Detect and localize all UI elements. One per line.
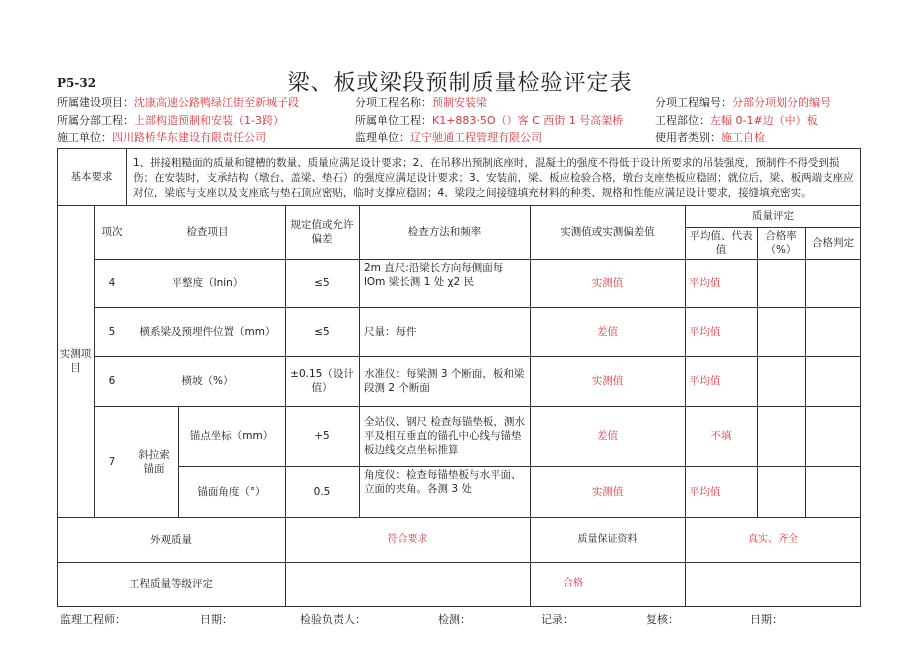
row-7a-spec: +5 [314,430,330,442]
header-item: 检查项目 [186,226,229,238]
row-7b-avg: 平均值 [689,485,721,498]
footer-recorder: 记录： [541,613,574,626]
docs-label: 质量保证资料 [577,533,638,545]
row-5-measured: 差值 [597,325,618,338]
footer-supervisor: 监理工程师： [60,613,126,626]
row-7a-item: 锚点坐标（mm） [189,430,274,442]
row-5-spec: ≤5 [314,325,330,338]
appearance-value: 符合要求 [387,533,428,545]
form-code: P5-32 [57,76,97,90]
info-location: 工程部位：左幅 0-1#边（中）板 [655,114,818,127]
basic-requirements-text: 1、拼接粗糙面的质量和键槽的数量、质量应满足设计要求；2、在吊移出预制底座时，混凝土的强度不得低于设计所要求的吊装强度，预制件不得受到损伤；在安装时，支承结构（墩台、盖梁、垫石）的强度应满足设计要求；3、安装前，梁、板应检验合格，墩台支座垫板应稳固；就位后，梁、板两端支座应对位，梁底与支座以及支座底与垫石顶应密贴，临时支撑应稳固；4、梁段之间接缝填充材料的种类、规格和性能应满足设计要求，接缝填充密实。 [133,157,854,199]
row-4-spec: ≤5 [314,277,330,289]
grade-value: 合格 [563,578,583,589]
row-6-item: 横坡（%） [181,375,234,387]
row-7a-measured: 差值 [597,430,618,442]
basic-requirements-label: 基本要求 [70,170,113,183]
appearance-label: 外观质量 [150,533,192,546]
footer-reviewer: 复核： [646,613,679,626]
footer-date-1: 日期： [200,613,233,626]
docs-value: 真实、齐全 [748,533,798,545]
footer-inspector: 检验负责人： [300,613,366,626]
row-7b-item: 锚面角度（°） [197,485,266,498]
row-5-item: 横系梁及预埋件位置（mm） [139,325,276,338]
info-supervisor: 监理单位：辽宁驰通工程管理有限公司 [355,131,542,144]
row-5-method: 尺量：每件 [364,325,417,338]
info-contractor: 施工单位：四川路桥华东建设有限责任公司 [57,131,266,144]
row-7b-method: 角度仪：检查每锚垫板与水平面、立面的夹角。各测 3 处 [364,469,522,495]
row-7b-measured: 实测值 [591,485,624,498]
header-no: 项次 [101,226,123,238]
row-6-spec: ±0.15（设计值） [290,368,354,394]
header-avg: 平均值、代表值 [689,230,753,256]
row-6-avg: 平均值 [689,375,721,387]
row-7b-spec: 0.5 [313,485,331,498]
footer-tester: 检测： [438,613,471,626]
page-title: 梁、板或梁段预制质量检验评定表 [287,71,633,96]
header-measured: 实测值或实测偏差值 [560,226,655,238]
footer-date-2: 日期： [750,613,783,626]
row-6-method: 水准仪：每梁测 3 个断面，板和梁段测 2 个断面 [364,368,525,394]
info-user-type: 使用者类别：施工自检 [655,131,765,144]
header-judge: 合格判定 [812,237,854,249]
row-4-avg: 平均值 [689,277,721,289]
row-7a-avg: 不填 [710,430,732,442]
row-5-no: 5 [108,325,116,338]
row-4-no: 4 [108,277,116,289]
row-7-group: 斜拉索锚面 [138,448,170,475]
row-4-item: 平整度（lnin） [171,277,244,289]
row-7-no: 7 [108,455,116,468]
row-6-no: 6 [108,375,116,387]
grade-label: 工程质量等级评定 [129,578,213,590]
row-4-measured: 实测值 [591,277,624,289]
info-division: 所属分部工程：上部构造预制和安装（1-3跨） [57,114,284,127]
row-7a-method: 全站仪、钢尺 检查每锚垫板，测水平及相互垂直的锚孔中心线与锚垫板边线交点坐标推算 [364,416,525,456]
row-6-measured: 实测值 [591,375,624,387]
info-unit: 所属单位工程：K1+883·5O（）客 C 西街 1 号高架桥 [355,114,624,127]
header-spec: 规定值或允许偏差 [290,219,354,245]
row-4-method: 2m 直尺:沿梁长方向每侧面每 lOm 梁长测 1 处 χ2 民 [364,262,504,288]
header-quality: 质量评定 [752,210,794,222]
inspection-table [57,148,861,607]
header-rate: 合格率（%） [765,230,797,256]
measured-items-label: 实测项目 [59,348,92,374]
info-item-code: 分项工程编号：分部分项划分的编号 [655,96,831,109]
info-item-name: 分项工程名称：预制安装梁 [355,96,487,109]
header-method: 检查方法和频率 [407,226,482,238]
row-5-avg: 平均值 [689,325,721,338]
info-project: 所属建设项目：沈康高速公路鸭绿江街至新城子段 [57,96,299,109]
